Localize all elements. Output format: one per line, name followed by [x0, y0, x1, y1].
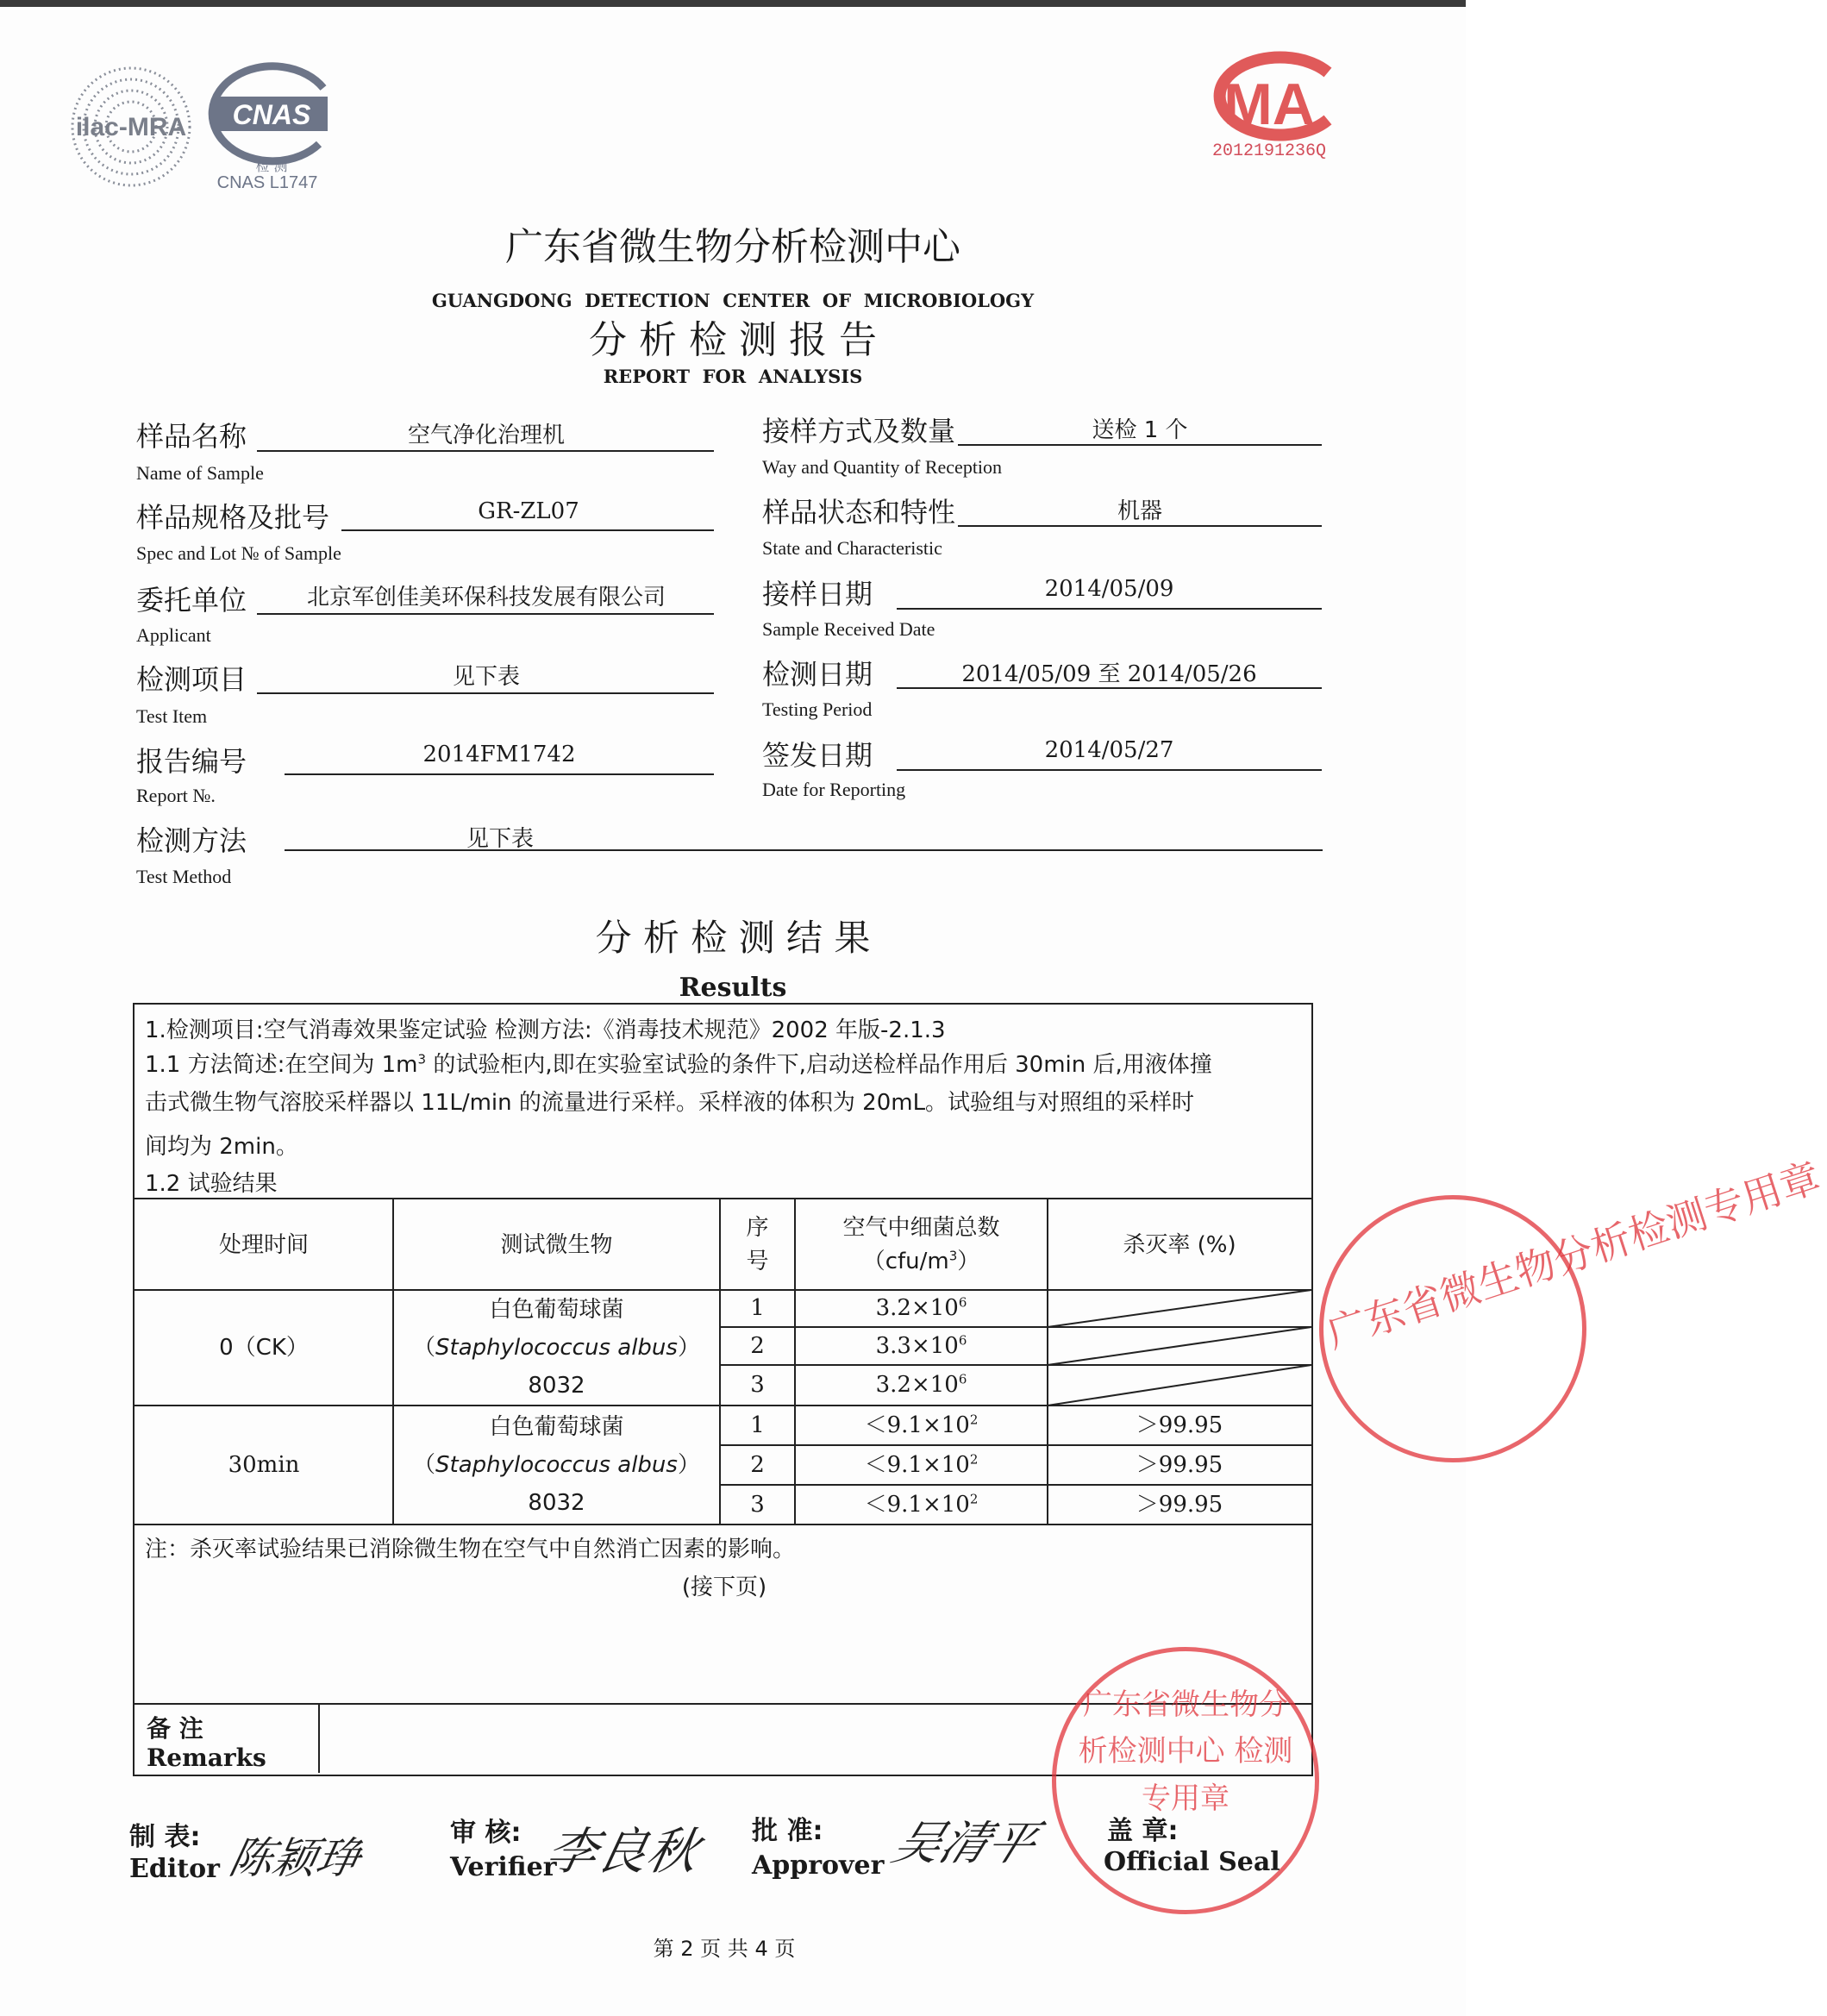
test-item-value: 见下表: [452, 664, 520, 690]
seal-label-en: Official Seal: [1104, 1847, 1280, 1877]
method-line-3: 间均为 2min。: [145, 1134, 298, 1160]
field-label: 签发日期: [762, 739, 873, 772]
field-label-en: Applicant: [136, 624, 211, 646]
field-label: 接样日期: [762, 578, 873, 610]
group-organism: 白色葡萄球菌 （Staphylococcus albus） 8032: [413, 1296, 700, 1399]
field-label-en: Spec and Lot № of Sample: [136, 542, 341, 564]
approver-label-cn: 批 准:: [752, 1816, 823, 1846]
center-title-cn: 广东省微生物分析检测中心: [505, 225, 960, 269]
field-label: 样品状态和特性: [762, 496, 956, 529]
seq: 2: [750, 1451, 765, 1478]
seq: 1: [750, 1295, 765, 1322]
remarks-label-en: Remarks: [147, 1744, 266, 1772]
header-time: 处理时间: [218, 1231, 309, 1258]
state-value: 机器: [1117, 498, 1162, 524]
results-title-cn: 分 析 检 测 结 果: [595, 917, 871, 959]
count: $3.3\times 10^6$: [875, 1331, 967, 1359]
field-label: 报告编号: [136, 745, 247, 778]
field-label-en: State and Characteristic: [762, 537, 942, 559]
approver-label-en: Approver: [752, 1850, 885, 1881]
kill-rate: ＞99.95: [1136, 1491, 1223, 1518]
seal-label-cn: 盖 章:: [1107, 1816, 1179, 1846]
field-label: 样品名称: [136, 420, 247, 453]
results-subtitle: 1.2 试验结果: [145, 1171, 278, 1197]
seq: 1: [750, 1412, 765, 1438]
field-label: 接样方式及数量: [762, 415, 956, 448]
test-method-value: 见下表: [466, 826, 534, 852]
field-label-en: Report №.: [136, 785, 216, 806]
testing-period-value: 2014/05/09 至 2014/05/26: [961, 661, 1257, 687]
report-date-value: 2014/05/27: [1044, 737, 1174, 763]
field-label-en: Date for Reporting: [762, 779, 906, 800]
group-time: 30min: [228, 1451, 300, 1478]
group-organism: 白色葡萄球菌 （Staphylococcus albus） 8032: [413, 1413, 700, 1517]
kill-rate: ＞99.95: [1136, 1451, 1223, 1478]
page-number: 第 2 页 共 4 页: [653, 1937, 796, 1961]
verifier-label-cn: 审 核:: [450, 1818, 522, 1848]
svg-text:ilac-MRA: ilac-MRA: [75, 113, 187, 141]
header-seq: 序 号: [746, 1215, 769, 1274]
report-title-en: REPORT FOR ANALYSIS: [603, 366, 863, 387]
editor-label-en: Editor: [129, 1854, 220, 1884]
editor-signature: 陈颖琤: [224, 1833, 366, 1883]
count: $<9.1\times 10^2$: [864, 1411, 979, 1438]
center-title-en: GUANGDONG DETECTION CENTER OF MICROBIOLOGY: [431, 290, 1035, 311]
remarks-label-cn: 备 注: [147, 1714, 203, 1743]
field-label-en: Way and Quantity of Reception: [762, 456, 1003, 478]
field-label: 样品规格及批号: [136, 501, 330, 534]
field-label: 检测日期: [762, 658, 873, 691]
verifier-signature: 李良秋: [541, 1822, 704, 1881]
svg-text:CNAS L1747: CNAS L1747: [216, 173, 318, 192]
field-label: 检测项目: [136, 663, 247, 696]
field-label-en: Name of Sample: [136, 462, 264, 484]
header-organism: 测试微生物: [500, 1231, 613, 1258]
svg-text:2012191236Q: 2012191236Q: [1211, 141, 1327, 161]
reception-value: 送检 1 个: [1092, 417, 1188, 443]
header-kill-rate: 杀灭率 (%): [1123, 1231, 1236, 1258]
count: $<9.1\times 10^2$: [864, 1490, 979, 1518]
seq: 2: [750, 1332, 765, 1359]
field-label-en: Sample Received Date: [762, 618, 935, 640]
approver-signature: 吴清平: [885, 1816, 1046, 1870]
field-label-en: Test Method: [136, 866, 232, 887]
spec-value: GR-ZL07: [478, 498, 579, 524]
svg-text:检 测: 检 测: [255, 158, 288, 174]
continued-label: (接下页): [681, 1575, 767, 1600]
field-label-en: Testing Period: [762, 698, 873, 720]
header-count: 空气中细菌总数 $(cfu/m^3)$: [842, 1215, 1000, 1274]
count: $3.2\times 10^6$: [875, 1294, 967, 1322]
note: 注：杀灭率试验结果已消除微生物在空气中自然消亡因素的影响。: [145, 1537, 796, 1562]
official-seal-text: 广东省微生物分析检测中心 检测专用章: [1078, 1687, 1293, 1816]
received-date-value: 2014/05/09: [1044, 576, 1174, 602]
applicant-value: 北京军创佳美环保科技发展有限公司: [306, 585, 666, 610]
field-label: 委托单位: [136, 584, 247, 617]
count: $<9.1\times 10^2$: [864, 1450, 979, 1478]
field-label-en: Test Item: [136, 705, 208, 727]
sample-name-value: 空气净化治理机: [407, 423, 565, 448]
side-seal-text: 广东省微生物分析检测专用章: [1321, 1153, 1826, 1357]
test-item-line: 1.检测项目:空气消毒效果鉴定试验 检测方法:《消毒技术规范》2002 年版-2.1.3: [145, 1017, 946, 1043]
seq: 3: [750, 1372, 765, 1399]
seq: 3: [750, 1491, 765, 1518]
svg-text:MA: MA: [1223, 72, 1315, 137]
report-no-value: 2014FM1742: [422, 742, 576, 767]
verifier-label-en: Verifier: [450, 1852, 557, 1882]
field-label: 检测方法: [136, 824, 247, 857]
svg-text:CNAS: CNAS: [232, 99, 311, 130]
kill-rate: ＞99.95: [1136, 1412, 1223, 1438]
method-line-2: 击式微生物气溶胶采样器以 11L/min 的流量进行采样。采样液的体积为 20mL。试验组与对照组的采样时: [145, 1090, 1195, 1116]
count: $3.2\times 10^6$: [875, 1371, 967, 1399]
results-title-en: Results: [679, 973, 787, 1003]
group-time: 0（CK）: [219, 1334, 309, 1361]
method-line: 1.1 方法简述:在空间为 $1m^3$ 的试验柜内,即在实验室试验的条件下,启动送检样品作用后 30min 后,用液体撞: [145, 1051, 1212, 1078]
report-title-cn: 分 析 检 测 报 告: [589, 318, 877, 362]
editor-label-cn: 制 表:: [129, 1822, 201, 1852]
